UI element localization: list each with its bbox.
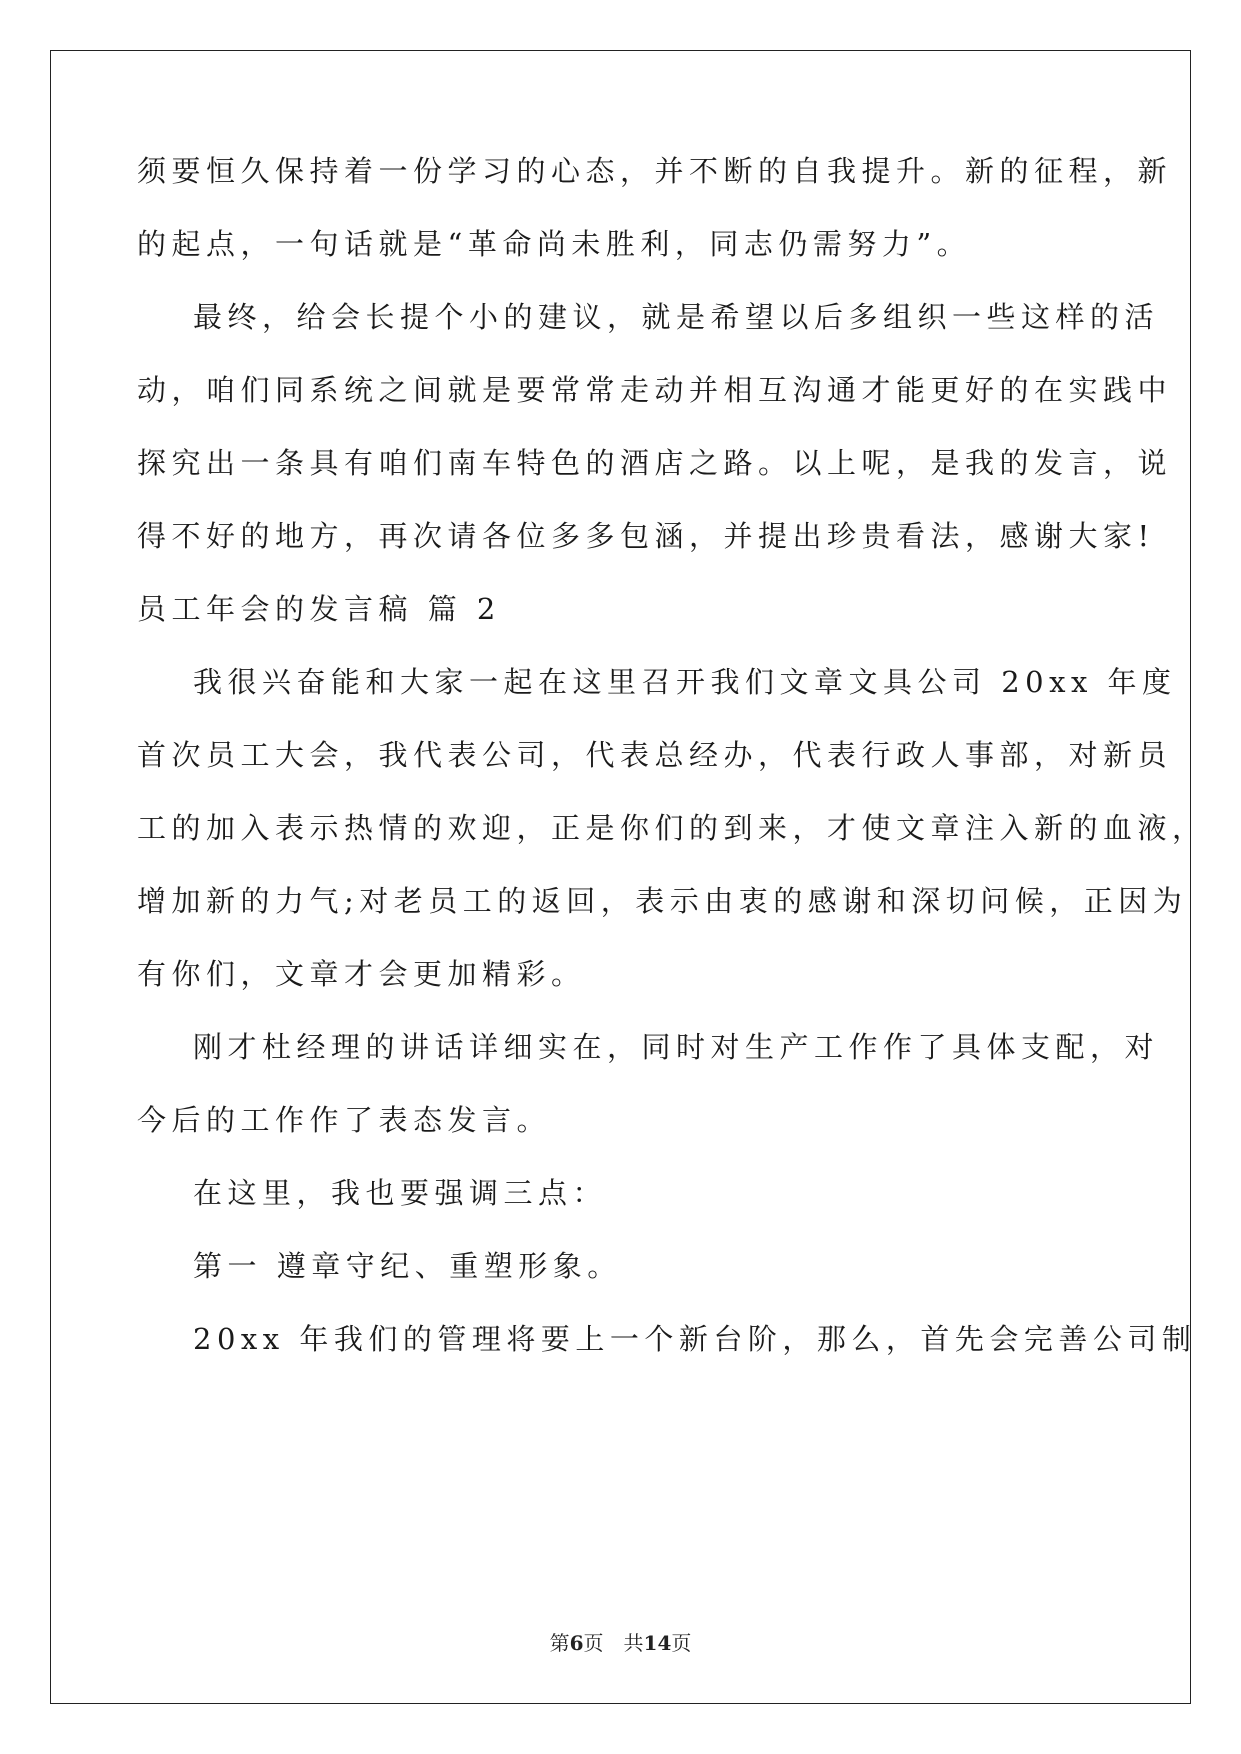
total-page-number: 14: [643, 1631, 672, 1655]
body-line-14: 今后的工作作了表态发言。: [137, 1103, 552, 1137]
body-line-5: 探究出一条具有咱们南车特色的酒店之路。以上呢，是我的发言，说: [137, 446, 1173, 480]
footer-suffix: 页: [671, 1631, 692, 1655]
body-line-1: 须要恒久保持着一份学习的心态，并不断的自我提升。新的征程，新: [137, 154, 1173, 188]
body-line-12: 有你们，文章才会更加精彩。: [137, 957, 586, 991]
body-line-13: 刚才杜经理的讲话详细实在，同时对生产工作作了具体支配，对: [193, 1030, 1160, 1064]
body-line-8: 我很兴奋能和大家一起在这里召开我们文章文具公司 20xx 年度: [193, 665, 1177, 699]
body-line-6: 得不好的地方，再次请各位多多包涵，并提出珍贵看法，感谢大家!: [137, 519, 1155, 553]
section-heading: 员工年会的发言稿 篇 2: [137, 592, 501, 626]
current-page-number: 6: [569, 1631, 584, 1655]
footer-prefix: 第: [549, 1631, 570, 1655]
body-line-10: 工的加入表示热情的欢迎，正是你们的到来，才使文章注入新的血液，: [137, 811, 1207, 845]
body-line-15: 在这里，我也要强调三点：: [193, 1176, 608, 1210]
footer-mid: 页 共: [583, 1631, 644, 1655]
body-line-3: 最终，给会长提个小的建议，就是希望以后多组织一些这样的活: [193, 300, 1160, 334]
body-line-9: 首次员工大会，我代表公司，代表总经办，代表行政人事部，对新员: [137, 738, 1173, 772]
body-line-4: 动，咱们同系统之间就是要常常走动并相互沟通才能更好的在实践中: [137, 373, 1173, 407]
body-line-16: 第一 遵章守纪、重塑形象。: [193, 1249, 622, 1283]
page-border: [50, 50, 1191, 1704]
body-line-11: 增加新的力气;对老员工的返回，表示由衷的感谢和深切问候，正因为: [137, 884, 1188, 918]
page-footer: [0, 1627, 1241, 1656]
body-line-17: 20xx 年我们的管理将要上一个新台阶，那么，首先会完善公司制: [193, 1322, 1197, 1356]
body-line-2: 的起点，一句话就是“革命尚未胜利，同志仍需努力”。: [137, 227, 972, 261]
